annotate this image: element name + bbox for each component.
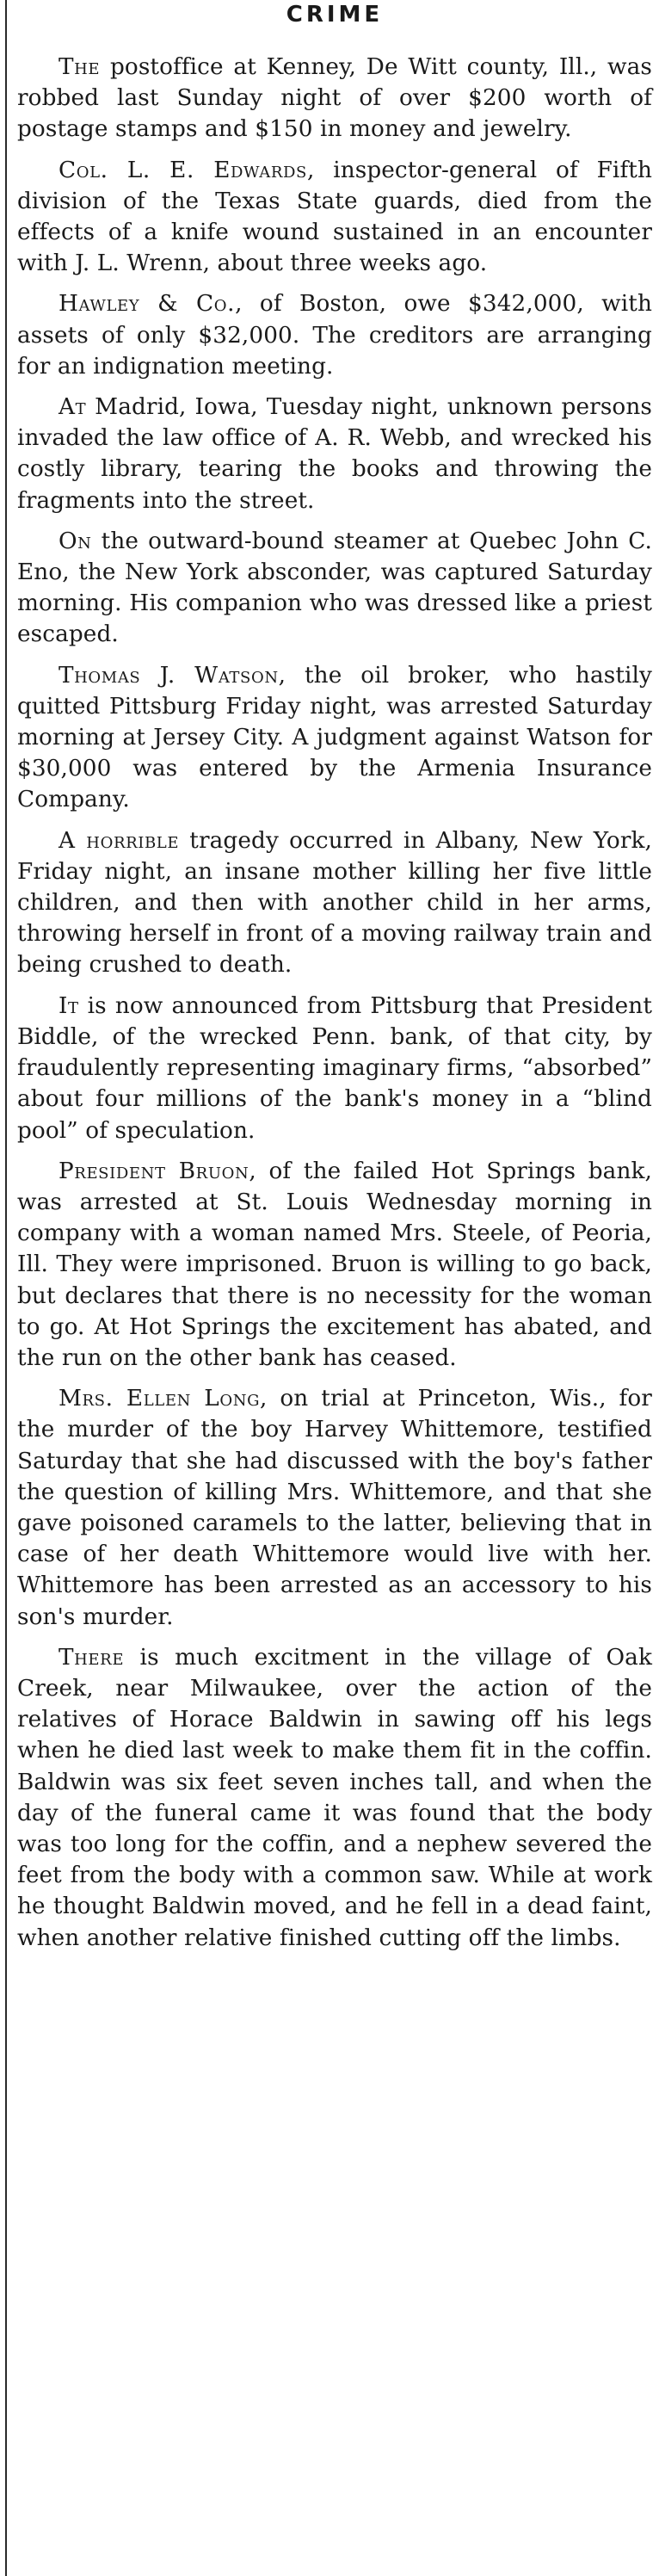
- article-body: , on trial at Princeton, Wis., for the murder of the boy Harvey Whittemore, testified Saturday that she had discussed with the boy's father the question of killing Mrs. Whittemore, and that she gave poisoned caramels to the latter, believing that in case of her death Whittemore would live with her. Whittemore has been arrested as an accessory to his son's murder.: [17, 1386, 652, 1630]
- article-oak-creek-baldwin: [17, 1642, 652, 1954]
- article-lead: There: [59, 1644, 125, 1671]
- article-watson-arrested: [17, 660, 652, 816]
- article-body: is much excitment in the village of Oak Creek, near Milwaukee, over the action of the relatives of Horace Baldwin in sawing off his legs when he died last week to make them fit in the coffin. Baldwin was six feet seven inches tall, and when the day of the funeral came it was found that the body was too long for the coffin, and a nephew severed the feet from the body with a common saw. While at work he thought Baldwin moved, and he fell in a dead faint, when another relative finished cutting off the limbs.: [17, 1644, 652, 1951]
- article-body: Madrid, Iowa, Tuesday night, unknown persons invaded the law office of A. R. Webb, and wrecked his costly library, tearing the books and throwing the fragments into the street.: [17, 394, 652, 514]
- article-ellen-long-trial: [17, 1383, 652, 1633]
- column-rule: [5, 0, 7, 2576]
- article-lead: On: [59, 528, 92, 554]
- article-body: tragedy occurred in Albany, New York, Friday night, an insane mother killing her five little children, and then with another child in her arms, throwing herself in front of a moving railway train and being crushed to death.: [17, 827, 652, 979]
- article-body: the outward-bound steamer at Quebec John C. Eno, the New York absconder, was captured Saturday morning. His companion who was dressed like a priest escaped.: [17, 528, 652, 648]
- article-hawley-creditors: [17, 288, 652, 382]
- article-lead: Hawley & Co.: [59, 291, 236, 318]
- article-body: , the oil broker, who hastily quitted Pittsburg Friday night, was arrested Saturday morning at Jersey City. A judgment against Watson for $30,000 was entered by the Armenia Insurance Company.: [17, 662, 652, 813]
- article-lead: Mrs. Ellen Long: [59, 1386, 261, 1412]
- article-lead: Thomas J. Watson: [59, 662, 279, 689]
- article-body: is now announced from Pittsburg that President Biddle, of the wrecked Penn. bank, of that city, by fraudulently representing imaginary firms, “absorbed” about four millions of the bank's money in a “blind pool” of speculation.: [17, 992, 652, 1144]
- article-eno-captured: [17, 526, 652, 651]
- article-albany-tragedy: [17, 825, 652, 981]
- article-edwards-death: [17, 155, 652, 280]
- article-lead: Col. L. E. Edwards: [59, 157, 307, 183]
- article-body: , inspector-general of Fifth division of the Texas State guards, died from the effects of a knife wound sustained in an encounter with J. L. Wrenn, about three weeks ago.: [17, 157, 652, 277]
- article-biddle-pittsburg: [17, 991, 652, 1146]
- article-body: postoffice at Kenney, De Witt county, Ill., was robbed last Sunday night of over $200 worth of postage stamps and $150 in money and jewelry.: [17, 54, 652, 143]
- article-body: , of the failed Hot Springs bank, was arrested at St. Louis Wednesday morning in company with a woman named Mrs. Steele, of Peoria, Ill. They were imprisoned. Bruon is willing to go back, but declares that there is no necessity for the woman to go. At Hot Springs the excitement has abated, and the run on the other bank has ceased.: [17, 1158, 652, 1371]
- article-lead: At: [59, 394, 87, 421]
- article-lead: The: [59, 54, 101, 80]
- article-lead: President Bruon: [59, 1158, 249, 1184]
- article-body: , of Boston, owe $342,000, with assets of only $32,000. The creditors are arranging for an indignation meeting.: [17, 291, 652, 380]
- article-lead: It: [59, 992, 79, 1019]
- article-kenney-postoffice: [17, 52, 652, 145]
- section-heading: CRIME: [286, 2, 384, 28]
- newspaper-column: [17, 0, 652, 1963]
- article-lead: A horrible: [59, 827, 180, 854]
- article-madrid-law-office: [17, 392, 652, 516]
- article-bruon-arrested: [17, 1156, 652, 1374]
